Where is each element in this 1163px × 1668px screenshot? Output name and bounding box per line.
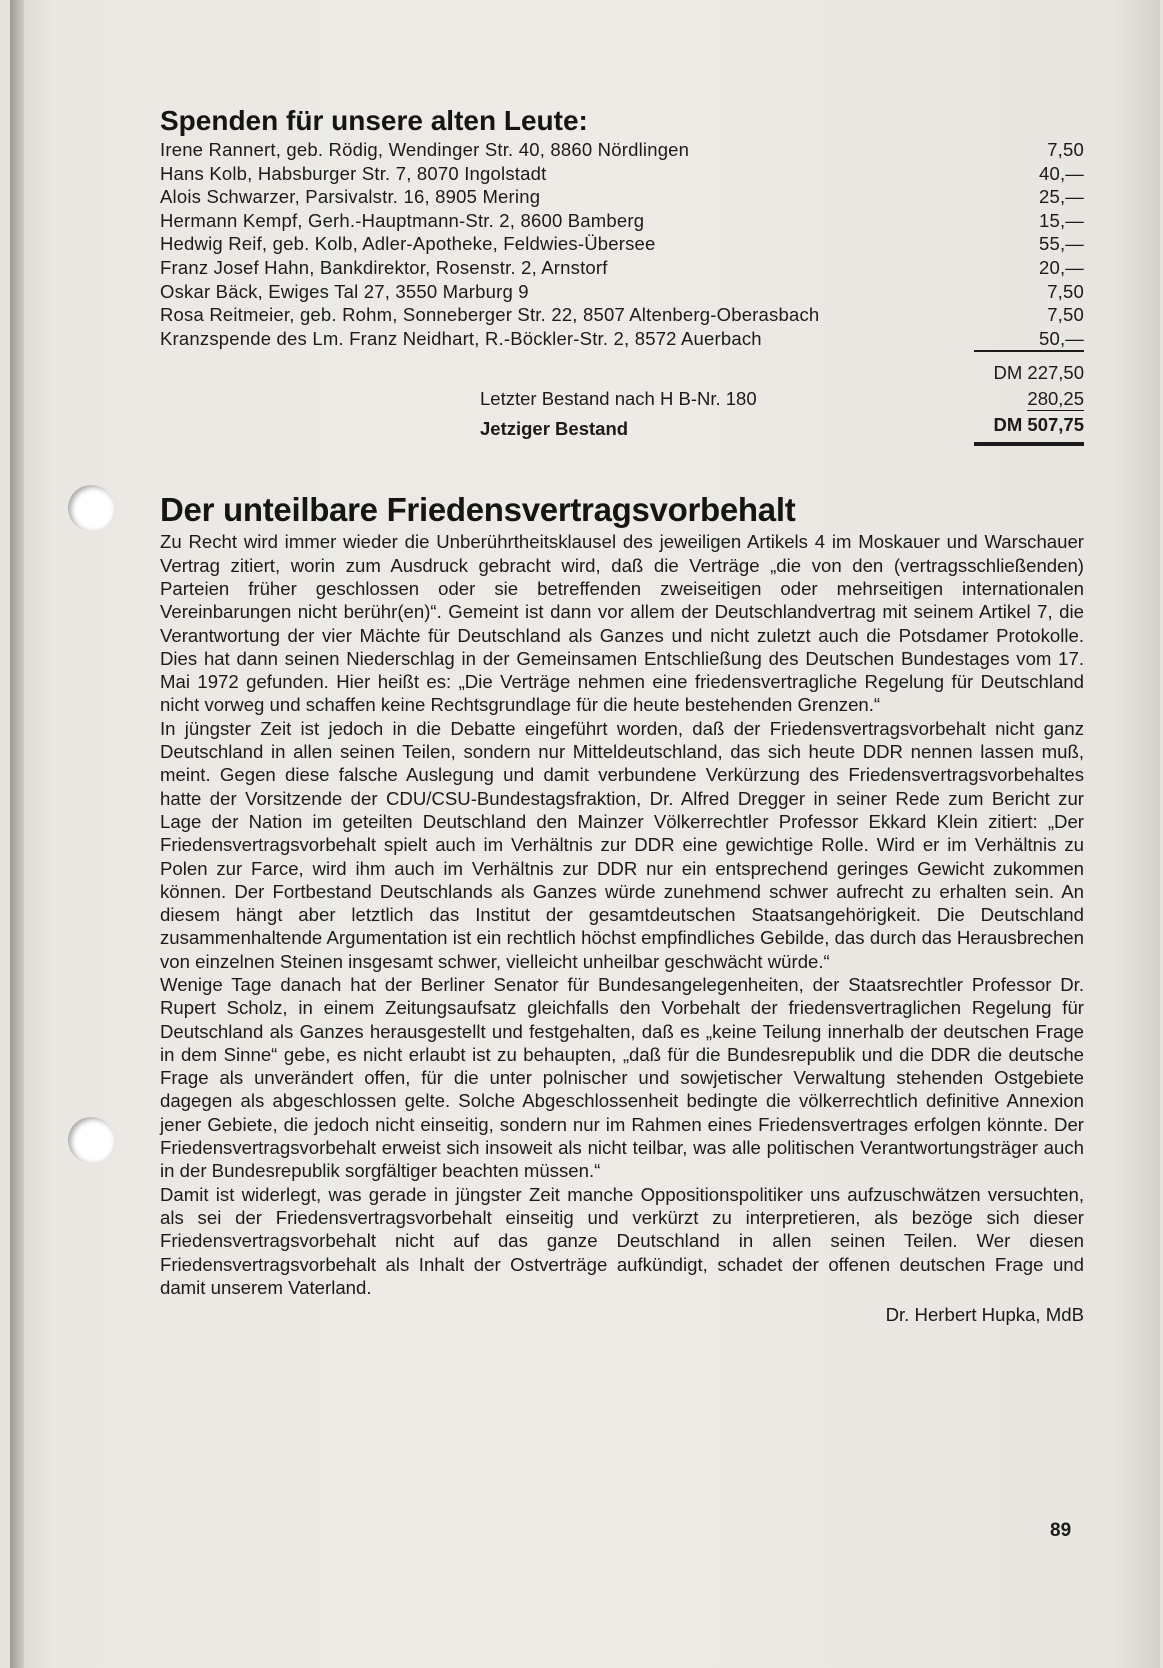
amount: 7,50 <box>1047 139 1084 160</box>
donation-row <box>160 280 1084 304</box>
donations-heading: Spenden für unsere alten Leute: <box>160 105 588 136</box>
current-balance-amount: DM 507,75 <box>993 414 1084 436</box>
donation-row <box>160 327 1084 353</box>
donor: Alois Schwarzer, Parsivalstr. 16, 8905 Mering <box>160 186 541 208</box>
previous-balance-label: Letzter Bestand nach H B-Nr. 180 <box>480 388 757 410</box>
paragraph: In jüngster Zeit ist jedoch in die Debatte eingeführt worden, daß der Friedensvertragsvorbehalt nicht ganz Deutschland in allen seinen Teilen, sondern nur Mitteldeutschland, das sich heute DDR nennen lassen muß, meint. Gegen diese falsche Auslegung und damit verbundene Verkürzung des Friedensvertragsvorbehaltes hatte der Vorsitzende der CDU/CSU-Bundestagsfraktion, Dr. Alfred Dregger in seiner Rede zum Bericht zur Lage der Nation im geteilten Deutschland den Mainzer Völkerrechtler Professor Ekkard Klein zitiert: „Der Friedensvertragsvorbehalt spielt auch im Verhältnis zur DDR eine gewichtige Rolle. Wird er im Verhältnis zu Polen zur Farce, wird ihm auch im Verhältnis zur DDR nur ein entsprechend geringes Gewicht zukommen können. Der Fortbestand Deutschlands als Ganzes würde zunehmend schwer aufrecht zu erhalten sein. An diesem hängt aber letztlich das Institut der gesamtdeutschen Staatsangehörigkeit. Die Deutschland zusammenhaltende Argumentation ist ein rechtlich höchst empfindliches Gebilde, das durch das Herausbrechen von einzelnen Steinen insgesamt schwer, vielleicht unheilbar geschwächt würde.“ <box>160 717 1084 972</box>
donation-row <box>160 303 1084 327</box>
donor: Oskar Bäck, Ewiges Tal 27, 3550 Marburg 9 <box>160 280 529 302</box>
article-heading: Der unteilbare Friedensvertragsvorbehalt <box>160 491 796 529</box>
double-underline <box>974 442 1084 446</box>
page-number: 89 <box>1050 1520 1072 1541</box>
paragraph: Wenige Tage danach hat der Berliner Senator für Bundesangelegenheiten, der Staatsrechtler Professor Dr. Rupert Scholz, in einem Zeitungsaufsatz gleichfalls den Vorbehalt der friedensvertraglichen Regelung für Deutschland als Ganzes herausgestellt und festgehalten, daß es „keine Teilung innerhalb der deutschen Frage in dem Sinne“ gebe, es nicht erlaubt ist zu behaupten, „daß für die Bundesrepublik und die DDR die deutsche Frage als unverändert offen, für die unter polnischer und sowjetischer Verwaltung stehenden Ostgebiete dagegen als abgeschlossen gelte. Solche Abgeschlossenheit bedingte die völkerrechtlich definitive Annexion jener Gebiete, die jedoch nicht einseitig, sondern nur im Rahmen eines Friedensvertrages erfolgen könnte. Der Friedensvertragsvorbehalt erweist sich insoweit als nicht teilbar, was alle politischen Verantwortungsträger auch in der Bundesrepublik sorgfältiger beachten müssen.“ <box>160 973 1084 1182</box>
author-signature: Dr. Herbert Hupka, MdB <box>885 1304 1084 1326</box>
donor: Irene Rannert, geb. Rödig, Wendinger Str. 40, 8860 Nördlingen <box>160 139 690 160</box>
donation-row <box>160 232 1084 256</box>
donor: Hermann Kempf, Gerh.-Hauptmann-Str. 2, 8600 Bamberg <box>160 209 645 231</box>
article-body <box>160 530 1084 1299</box>
donation-list <box>160 138 1084 352</box>
current-balance-label: Jetziger Bestand <box>480 418 629 440</box>
punch-hole-bottom <box>68 1117 114 1163</box>
donation-row <box>160 138 1084 162</box>
donor: Hans Kolb, Habsburger Str. 7, 8070 Ingolstadt <box>160 162 547 184</box>
amount: 20,— <box>1038 256 1084 278</box>
donation-row <box>160 185 1084 209</box>
totals-block <box>160 358 1084 458</box>
punch-hole-top <box>68 485 114 531</box>
donor: Hedwig Reif, geb. Kolb, Adler-Apotheke, Feldwies-Übersee <box>160 233 656 255</box>
donor: Kranzspende des Lm. Franz Neidhart, R.-Böckler-Str. 2, 8572 Auerbach <box>160 327 762 349</box>
amount: 7,50 <box>1047 304 1084 326</box>
amount: 15,— <box>1038 209 1084 231</box>
amount: 40,— <box>1038 162 1084 184</box>
donation-row <box>160 209 1084 233</box>
donation-row <box>160 162 1084 186</box>
amount: 50,— <box>974 327 1084 353</box>
binding-edge <box>10 0 24 1668</box>
donation-row <box>160 256 1084 280</box>
previous-balance-amount: 280,25 <box>1027 388 1084 410</box>
content <box>160 104 1084 1327</box>
subtotal-amount: DM 227,50 <box>993 362 1084 384</box>
donor: Franz Josef Hahn, Bankdirektor, Rosenstr. 2, Arnstorf <box>160 256 608 278</box>
amount: 25,— <box>1038 186 1084 208</box>
paragraph: Zu Recht wird immer wieder die Unberührtheitsklausel des jeweiligen Artikels 4 im Moskauer und Warschauer Vertrag zitiert, worin zum Ausdruck gebracht wird, daß die Verträge „die von den (vertragsschließenden) Parteien früher geschlossen oder sie betreffenden zweiseitigen oder mehrseitigen internationalen Vereinbarungen nicht berühr(en)“. Gemeint ist dann vor allem der Deutschlandvertrag mit seinem Artikel 7, die Verantwortung der vier Mächte für Deutschland als Ganzes und nicht zuletzt auch die Potsdamer Protokolle. Dies hat dann seinen Niederschlag in der Gemeinsamen Entschließung des Deutschen Bundestages vom 17. Mai 1972 gefunden. Hier heißt es: „Die Verträge nehmen eine friedensvertragliche Regelung für Deutschland nicht vorweg und schaffen keine Rechtsgrundlage für die heute bestehenden Grenzen.“ <box>160 531 1084 716</box>
amount: 55,— <box>1038 233 1084 255</box>
paragraph: Damit ist widerlegt, was gerade in jüngster Zeit manche Oppositionspolitiker uns aufzuschwätzen versuchten, als sei der Friedensvertragsvorbehalt einseitig und verkürzt zu interpretieren, als bezöge sich dieser Friedensvertragsvorbehalt nicht auf das ganze Deutschland in allen seinen Teilen. Wer diesen Friedensvertragsvorbehalt als Inhalt der Ostverträge aufkündigt, schadet der offenen deutschen Frage und damit unserem Vaterland. <box>160 1183 1084 1298</box>
amount: 7,50 <box>1047 280 1084 302</box>
page <box>10 0 1160 1668</box>
donor: Rosa Reitmeier, geb. Rohm, Sonneberger Str. 22, 8507 Altenberg-Oberasbach <box>160 304 820 326</box>
